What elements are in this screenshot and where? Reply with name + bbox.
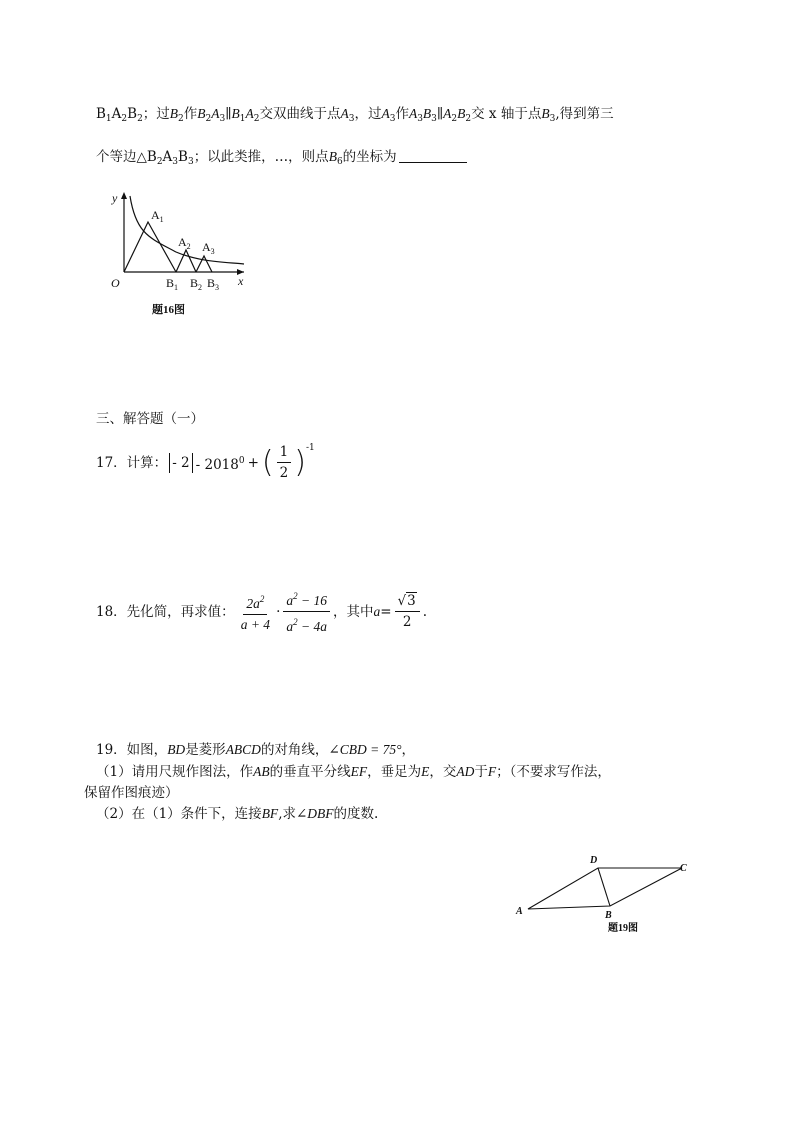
q18-equals: = — [380, 603, 392, 620]
figure-16 — [104, 188, 254, 318]
q17-abs: - 2 — [169, 453, 192, 473]
hyperbola-curve — [130, 196, 244, 264]
q18 — [96, 588, 427, 635]
label-a1: $A_1$ — [151, 208, 164, 224]
q17-minus-term: - 2018$^0$ — [195, 455, 245, 473]
label-c: C — [680, 863, 687, 874]
q18-separator: ，其中 — [332, 603, 374, 620]
label-o: O — [111, 276, 120, 290]
diagonal-bd — [598, 868, 610, 906]
y-arrow — [121, 192, 127, 199]
q17-paren-left: ( — [261, 444, 274, 480]
q17-plus: + — [247, 454, 259, 471]
triangle-oa1b1 — [124, 222, 176, 272]
label-a3: $A_3$ — [202, 240, 215, 256]
q18-number: 18．先化简，再求值： — [96, 603, 235, 620]
q19-line1: 19．如图，BD是菱形ABCD的对角线，∠CBD = 75°， — [96, 742, 416, 758]
q18-fraction-1: $\frac{2a^2}{a + 4}$ — [238, 591, 273, 633]
label-b2: $B_2$ — [190, 276, 203, 292]
figure-16-caption: 题16图 — [152, 304, 185, 316]
q18-dot: · — [276, 603, 281, 620]
section-title: 三、解答题（一） — [96, 411, 204, 427]
q17-fraction: $\frac{1}{2}$ — [277, 444, 292, 481]
label-a: A — [516, 906, 523, 917]
label-x: x — [238, 274, 244, 288]
q18-fraction-2: $\frac{a^2 - 16}{a^2 - 4a}$ — [283, 588, 330, 635]
label-d: D — [590, 855, 598, 866]
q18-end: . — [422, 603, 428, 620]
q18-var: a — [373, 603, 381, 619]
q17-paren-right: ) — [294, 444, 306, 480]
answer-blank — [399, 148, 467, 163]
q17-exponent: -1 — [305, 443, 315, 453]
q18-value-fraction: $\frac{√3}{2}$ — [395, 593, 420, 630]
q17 — [96, 444, 315, 481]
q16-line1: $B_1A_2B_2$；过$B_2$作$B_2A_3\parallel B_1A_2$交双曲线于点$A_3$，过$A_3$作$A_3B_3\parallel A_2B_2$交 x 轴于点$B_3$,得到第三 — [96, 106, 614, 124]
figure-19-caption: 题19图 — [608, 923, 638, 934]
q17-number: 17．计算： — [96, 454, 168, 471]
label-y: y — [112, 191, 118, 205]
label-b3: $B_3$ — [207, 276, 220, 292]
q19-part1-line2: 保留作图痕迹） — [84, 785, 179, 801]
figure-19 — [510, 852, 700, 937]
q19-part1: （1）请用尺规作图法，作AB的垂直平分线EF，垂足为E，交AD于F；（不要求写作法， — [96, 764, 611, 780]
label-b1: $B_1$ — [166, 276, 179, 292]
q19-part2: （2）在（1）条件下，连接BF,求∠DBF的度数. — [96, 806, 379, 822]
label-a2: $A_2$ — [178, 235, 191, 251]
label-b: B — [605, 910, 612, 921]
q16-line2: 个等边$\triangle B_2A_3B_3$；以此类推，…，则点$B_6$的坐标为 — [96, 147, 467, 172]
